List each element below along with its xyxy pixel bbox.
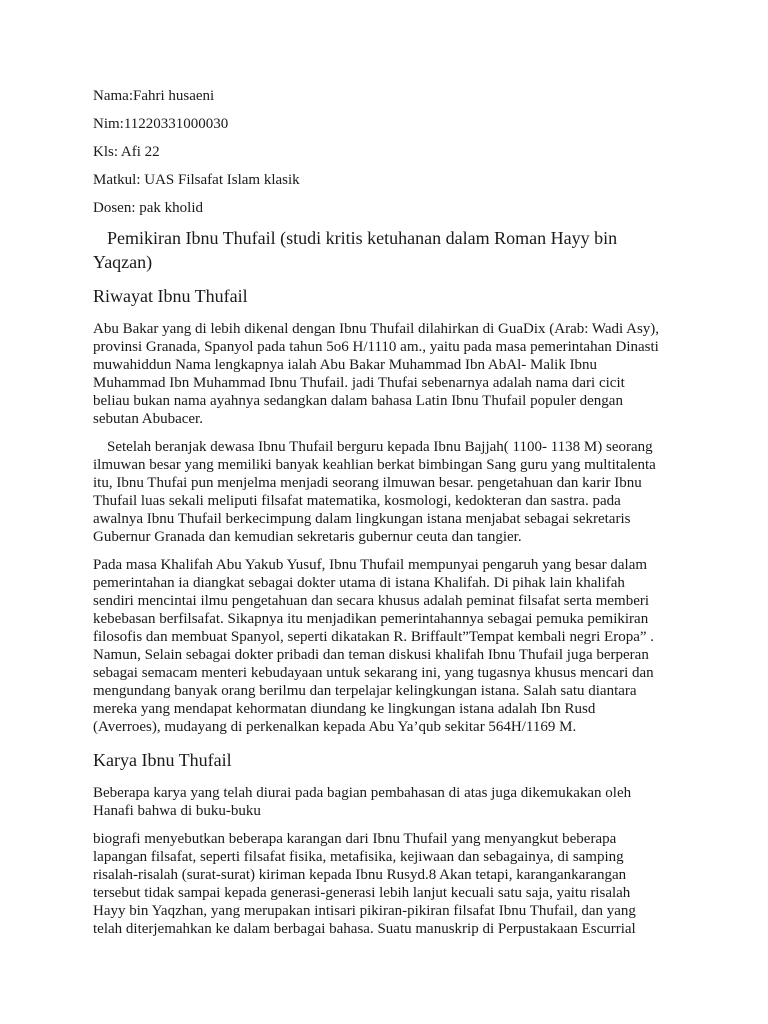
section-heading-riwayat: Riwayat Ibnu Thufail xyxy=(93,286,248,306)
course-label: Matkul: UAS Filsafat Islam klasik xyxy=(93,172,300,188)
student-name: Nama:Fahri husaeni xyxy=(93,88,215,104)
lecturer-label: Dosen: pak kholid xyxy=(93,200,203,216)
section-heading-karya: Karya Ibnu Thufail xyxy=(93,750,232,770)
document-content xyxy=(93,86,663,948)
paragraph: Beberapa karya yang telah diurai pada bagian pembahasan di atas juga dikemukakan oleh Hanafi bahwa di buku-buku xyxy=(93,785,632,819)
class-label: Kls: Afi 22 xyxy=(93,144,160,160)
paragraph: biografi menyebutkan beberapa karangan dari Ibnu Thufail yang menyangkut beberapa lapangan filsafat, seperti filsafat fisika, metafisika, kejiwaan dan sebagainya, di samping risalah-risalah (surat-surat) kiriman kepada Ibnu Rusyd.8 Akan tetapi, karangankarangan tersebut tidak sampai kepada generasi-generasi lebih lanjut kecuali satu saja, yaitu risalah Hayy bin Yaqzhan, yang merupakan intisari pikiran-pikiran filsafat Ibnu Thufail, dan yang telah diterjemahkan ke dalam berbagai bahasa. Suatu manuskrip di Perpustakaan Escurrial xyxy=(93,831,636,937)
student-id: Nim:11220331000030 xyxy=(93,116,229,132)
paragraph: Pada masa Khalifah Abu Yakub Yusuf, Ibnu Thufail mempunyai pengaruh yang besar dalam pemerintahan ia diangkat sebagai dokter utama di istana Khalifah. Di pihak lain khalifah sendiri mencintai ilmu pengetahuan dan secara khusus adalah peminat filsafat serta memberi kebebasan berfilsafat. Sikapnya itu menjadikan pemerintahannya sebagai pemuka pemikiran filosofis dan membuat Spanyol, seperti dikatakan R. Briffault”Tempat kembali negri Eropa” . Namun, Selain sebagai dokter pribadi dan teman diskusi khalifah Ibnu Thufail juga berperan sebagai semacam menteri kebudayaan untuk sekarang ini, yang tugasnya khusus mencari dan mengundang banyak orang berilmu dan terpelajar kelingkungan istana. Salah satu diantara mereka yang mendapat kehormatan diundang ke lingkungan istana adalah Ibn Rusd (Averroes), mudayang di perkenalkan kepada Abu Ya’qub sekitar 564H/1169 M. xyxy=(93,557,655,735)
paragraph: Setelah beranjak dewasa Ibnu Thufail berguru kepada Ibnu Bajjah( 1100- 1138 M) seorang ilmuwan besar yang memiliki banyak keahlian berkat bimbingan Sang guru yang multitalenta itu, Ibnu Thufai pun menjelma menjadi seorang ilmuwan besar. pengetahuan dan karir Ibnu Thufail luas sekali meliputi filsafat matematika, kosmologi, kedokteran dan sastra. pada awalnya Ibnu Thufail berkecimpung dalam lingkungan istana menjabat sebagai sekretaris Gubernur Granada dan kemudian sekretaris gubernur ceuta dan tangier. xyxy=(93,439,656,545)
document-title: Pemikiran Ibnu Thufail (studi kritis ketuhanan dalam Roman Hayy bin Yaqzan) xyxy=(93,228,618,272)
paragraph: Abu Bakar yang di lebih dikenal dengan Ibnu Thufail dilahirkan di GuaDix (Arab: Wadi Asy), provinsi Granada, Spanyol pada tahun 5o6 H/1110 am., yaitu pada masa pemerintahan Dinasti muwahiddun Nama lengkapnya ialah Abu Bakar Muhammad Ibn AbAl- Malik Ibnu Muhammad Ibn Muhammad Ibnu Thufail. jadi Thufai sebenarnya adalah nama dari cicit beliau bukan nama ayahnya sedangkan dalam bahasa Latin Ibnu Thufail populer dengan sebutan Abubacer. xyxy=(93,321,660,427)
